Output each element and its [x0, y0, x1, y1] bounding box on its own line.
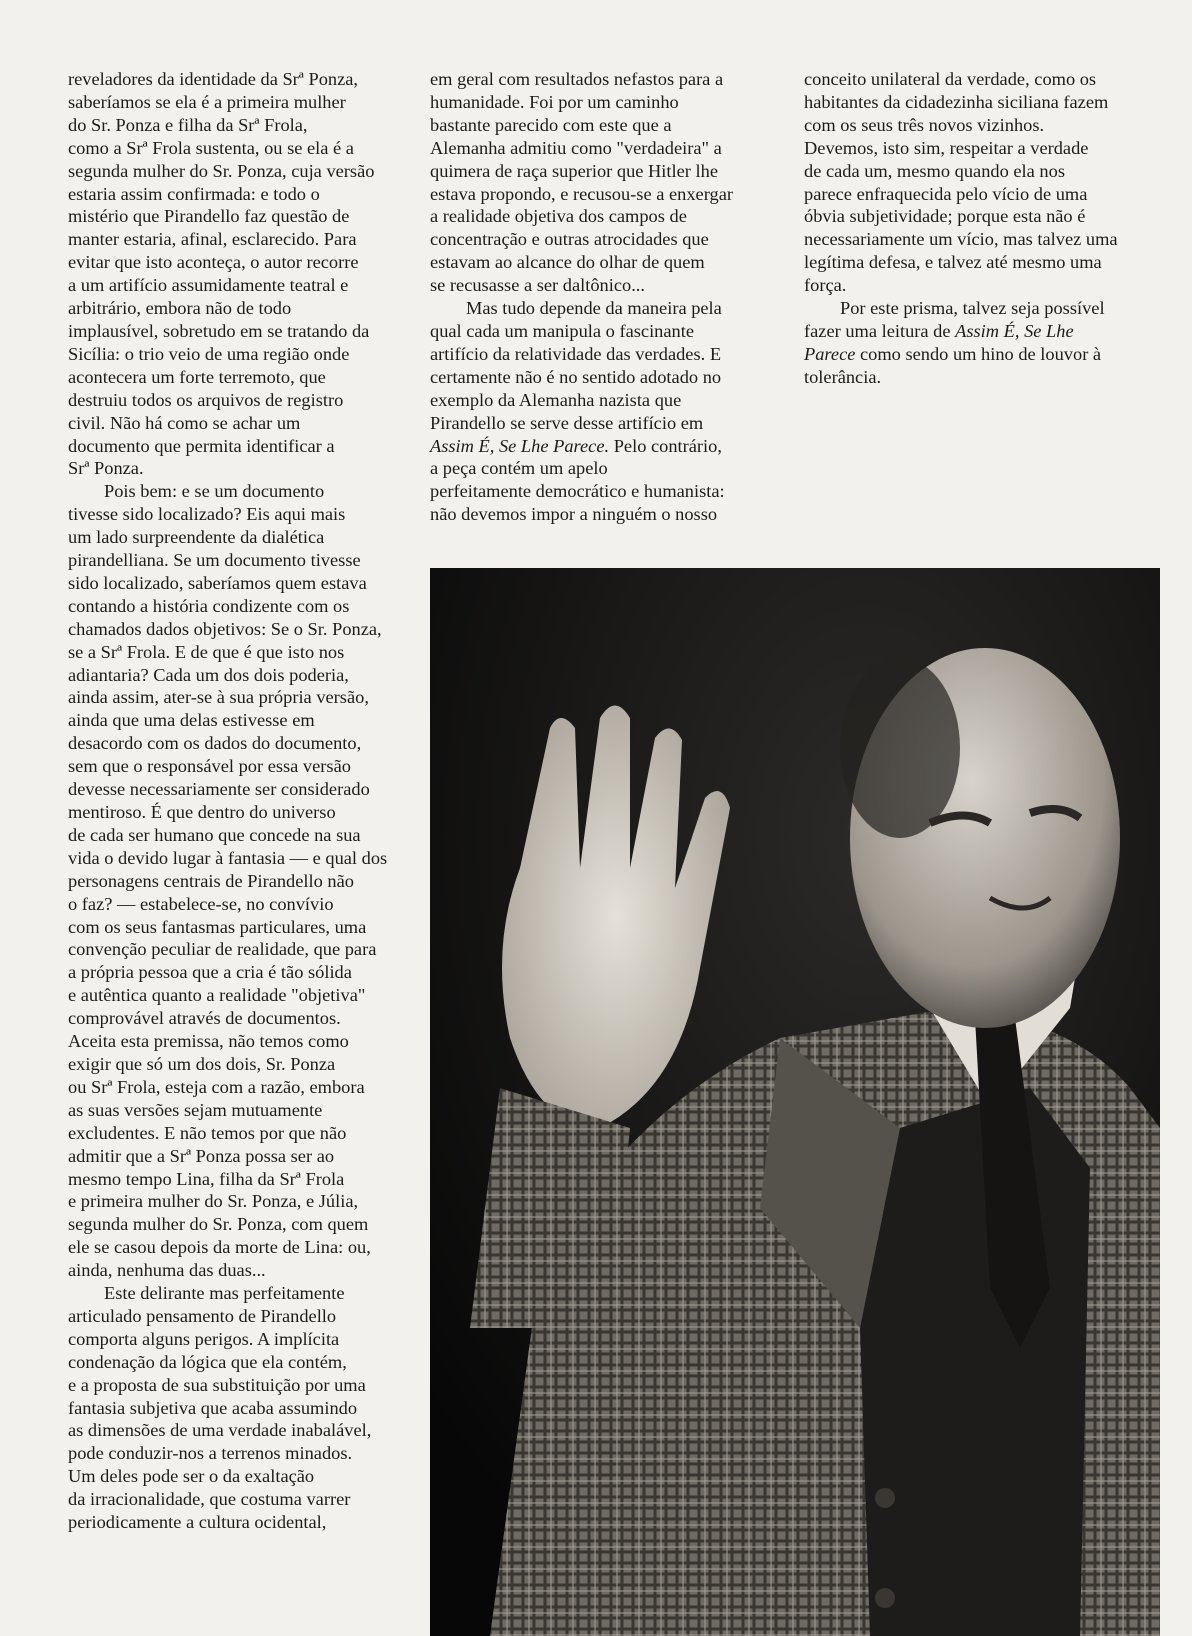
text-line: a realidade objetiva dos campos de — [430, 206, 687, 227]
text-line: pode conduzir-nos a terrenos minados. — [68, 1443, 353, 1464]
text-line: habitantes da cidadezinha siciliana fazem — [804, 91, 1109, 112]
text-line: conceito unilateral da verdade, como os — [804, 69, 1097, 89]
text-line: de cada um, mesmo quando ela nos — [804, 160, 1065, 181]
portrait-photo — [430, 568, 1160, 1636]
text-line: fantasia subjetiva que acaba assumindo — [68, 1397, 358, 1418]
text-line: a um artifício assumidamente teatral e — [68, 275, 349, 296]
text-line: desacordo com os dados do documento, — [68, 733, 362, 754]
paragraph — [68, 1282, 413, 1534]
text-line: Assim É, Se Lhe Parece. Pelo contrário, — [430, 435, 722, 456]
text-line: convenção peculiar de realidade, que para — [68, 939, 377, 960]
text-line: perfeitamente democrático e humanista: — [430, 481, 725, 502]
text-line: ou Srª Frola, esteja com a razão, embora — [68, 1076, 365, 1097]
paragraph — [804, 68, 1149, 297]
text-line: comporta alguns perigos. A implícita — [68, 1328, 340, 1349]
text-line: com os seus três novos vizinhos. — [804, 114, 1045, 135]
text-line: humanidade. Foi por um caminho — [430, 91, 679, 112]
text-line: e primeira mulher do Sr. Ponza, e Júlia, — [68, 1191, 359, 1212]
text-line: civil. Não há como se achar um — [68, 412, 301, 433]
text-line: excludentes. E não temos por que não — [68, 1122, 347, 1143]
text-line: não devemos impor a ninguém o nosso — [430, 504, 718, 525]
text-line: se a Srª Frola. E de que é que isto nos — [68, 641, 345, 662]
text-line: Este delirante mas perfeitamente — [104, 1283, 345, 1304]
text-line: implausível, sobretudo em se tratando da — [68, 320, 370, 341]
text-line: adiantaria? Cada um dos dois poderia, — [68, 664, 349, 685]
text-line: em geral com resultados nefastos para a — [430, 69, 724, 89]
text-line: saberíamos se ela é a primeira mulher — [68, 91, 346, 112]
text-line: e autêntica quanto a realidade "objetiva" — [68, 985, 366, 1006]
text-line: o faz? — estabelece-se, no convívio — [68, 893, 334, 914]
text-line: mistério que Pirandello faz questão de — [68, 206, 350, 227]
text-line: mentiroso. É que dentro do universo — [68, 802, 336, 822]
paragraph — [68, 480, 413, 1282]
text-line: da irracionalidade, que costuma varrer — [68, 1489, 351, 1510]
paragraph — [68, 68, 413, 480]
text-line: estaria assim confirmada: e todo o — [68, 183, 320, 204]
text-line: Alemanha admitiu como "verdadeira" a — [430, 137, 722, 158]
text-line: documento que permita identificar a — [68, 435, 335, 456]
text-line: sem que o responsável por essa versão — [68, 756, 351, 777]
text-line: a peça contém um apelo — [430, 458, 608, 479]
text-column-2 — [430, 68, 775, 526]
text-line: comprovável através de documentos. — [68, 1008, 341, 1029]
text-line: certamente não é no sentido adotado no — [430, 366, 722, 387]
text-line: personagens centrais de Pirandello não — [68, 870, 354, 891]
paragraph — [430, 297, 775, 526]
paragraph — [804, 297, 1149, 389]
text-line: estava propondo, e recusou-se a enxergar — [430, 183, 733, 204]
text-line: exigir que só um dos dois, Sr. Ponza — [68, 1053, 336, 1074]
text-line: acontecera um forte terremoto, que — [68, 366, 326, 387]
text-line: ainda que uma delas estivesse em — [68, 710, 315, 731]
text-line: um lado surpreendente da dialética — [68, 527, 325, 548]
text-line: Parece como sendo um hino de louvor à — [804, 343, 1102, 364]
text-line: Devemos, isto sim, respeitar a verdade — [804, 137, 1089, 158]
text-line: chamados dados objetivos: Se o Sr. Ponza, — [68, 618, 382, 639]
text-line: evitar que isto aconteça, o autor recorre — [68, 252, 359, 273]
text-line: do Sr. Ponza e filha da Srª Frola, — [68, 114, 308, 135]
text-line: reveladores da identidade da Srª Ponza, — [68, 69, 359, 89]
text-line: exemplo da Alemanha nazista que — [430, 389, 682, 410]
text-line: tolerância. — [804, 366, 882, 387]
text-line: destruiu todos os arquivos de registro — [68, 389, 344, 410]
text-line: fazer uma leitura de Assim É, Se Lhe — [804, 320, 1074, 341]
text-line: quimera de raça superior que Hitler lhe — [430, 160, 718, 181]
text-line: tivesse sido localizado? Eis aqui mais — [68, 504, 346, 525]
text-line: a própria pessoa que a cria é tão sólida — [68, 962, 352, 983]
text-line: bastante parecido com este que a — [430, 114, 672, 135]
text-column-1 — [68, 68, 413, 1534]
text-line: ainda assim, ater-se à sua própria versão, — [68, 687, 369, 708]
text-line: Um deles pode ser o da exaltação — [68, 1466, 315, 1487]
paragraph — [430, 68, 775, 297]
text-line: artifício da relatividade das verdades. E — [430, 343, 722, 364]
text-line: ainda, nenhuma das duas... — [68, 1260, 266, 1281]
text-line: arbitrário, embora não de todo — [68, 298, 292, 319]
text-line: as dimensões de uma verdade inabalável, — [68, 1420, 372, 1441]
text-line: admitir que a Srª Ponza possa ser ao — [68, 1145, 335, 1166]
text-line: parece enfraquecida pelo vício de uma — [804, 183, 1088, 204]
text-line: com os seus fantasmas particulares, uma — [68, 916, 367, 937]
text-line: força. — [804, 275, 847, 296]
text-line: as suas versões sejam mutuamente — [68, 1099, 323, 1120]
text-line: legítima defesa, e talvez até mesmo uma — [804, 252, 1102, 273]
text-line: sido localizado, saberíamos quem estava — [68, 572, 367, 593]
text-line: articulado pensamento de Pirandello — [68, 1305, 337, 1326]
text-line: se recusasse a ser daltônico... — [430, 275, 645, 296]
text-line: manter estaria, afinal, esclarecido. Para — [68, 229, 357, 250]
text-line: Mas tudo depende da maneira pela — [466, 298, 722, 319]
text-line: concentração e outras atrocidades que — [430, 229, 709, 250]
text-line: como a Srª Frola sustenta, ou se ela é a — [68, 137, 354, 158]
text-line: Aceita esta premissa, não temos como — [68, 1031, 349, 1052]
text-line: óbvia subjetividade; porque esta não é — [804, 206, 1086, 227]
text-column-3 — [804, 68, 1149, 389]
text-line: segunda mulher do Sr. Ponza, cuja versão — [68, 160, 375, 181]
text-line: Pirandello se serve desse artifício em — [430, 412, 704, 433]
text-line: de cada ser humano que concede na sua — [68, 824, 361, 845]
text-line: estavam ao alcance do olhar de quem — [430, 252, 705, 273]
text-line: Por este prisma, talvez seja possível — [840, 298, 1105, 319]
text-line: segunda mulher do Sr. Ponza, com quem — [68, 1214, 369, 1235]
text-line: Srª Ponza. — [68, 458, 144, 479]
text-line: condenação da lógica que ela contém, — [68, 1351, 347, 1372]
text-line: contando a história condizente com os — [68, 595, 350, 616]
text-line: qual cada um manipula o fascinante — [430, 320, 695, 341]
text-line: ele se casou depois da morte de Lina: ou, — [68, 1237, 371, 1258]
text-line: pirandelliana. Se um documento tivesse — [68, 550, 361, 571]
text-line: necessariamente um vício, mas talvez uma — [804, 229, 1118, 250]
text-line: devesse necessariamente ser considerado — [68, 779, 370, 800]
portrait-photo-icon — [430, 568, 1160, 1636]
text-line: mesmo tempo Lina, filha da Srª Frola — [68, 1168, 345, 1189]
text-line: periodicamente a cultura ocidental, — [68, 1512, 327, 1533]
text-line: Pois bem: e se um documento — [104, 481, 325, 502]
text-line: e a proposta de sua substituição por uma — [68, 1374, 366, 1395]
text-line: vida o devido lugar à fantasia — e qual dos — [68, 847, 388, 868]
text-line: Sicília: o trio veio de uma região onde — [68, 343, 350, 364]
